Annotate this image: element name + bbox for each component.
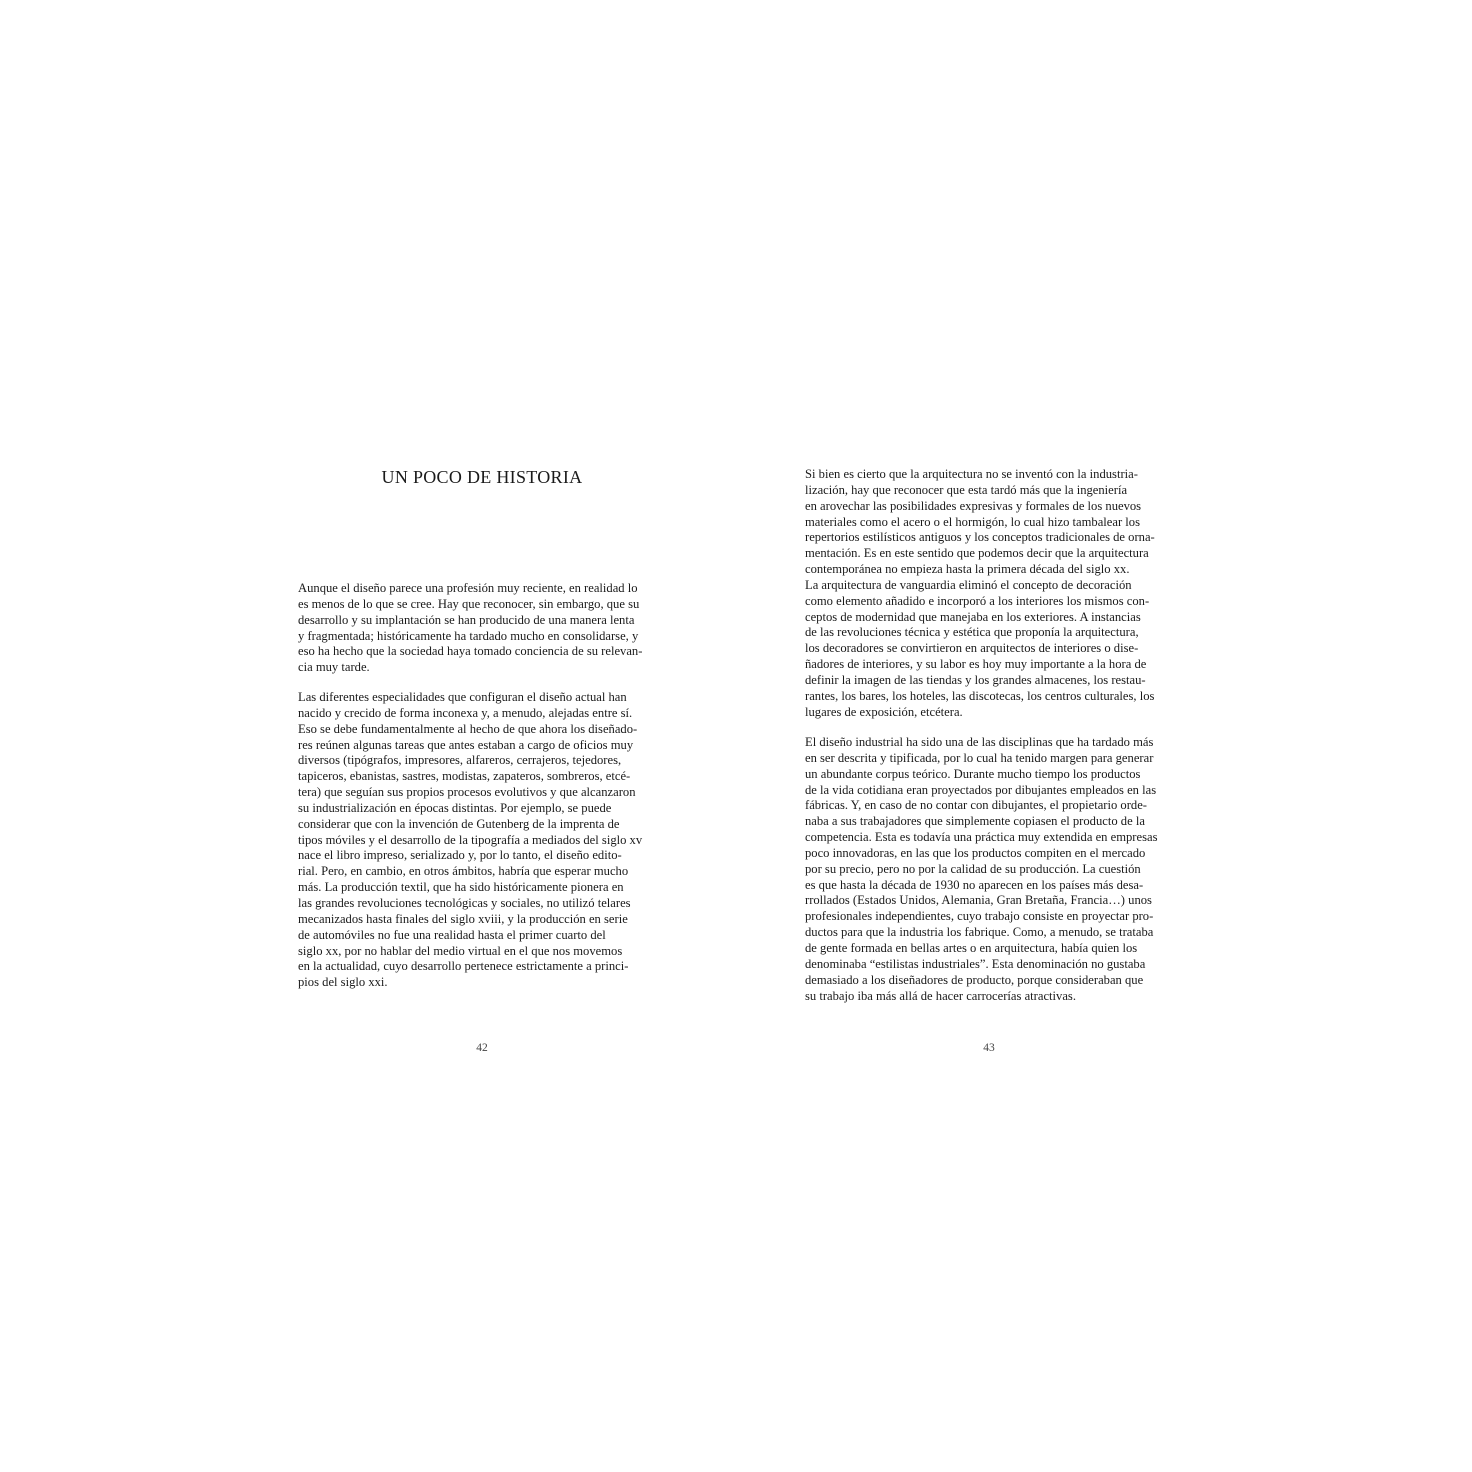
text-line: lización, hay que reconocer que esta tardó más que la ingeniería [805,482,1128,497]
text-line: definir la imagen de las tiendas y los grandes almacenes, los restau- [805,672,1146,687]
text-line: fábricas. Y, en caso de no contar con dibujantes, el propietario orde- [805,798,1148,813]
text-line: siglo xx, por no hablar del medio virtual en el que nos movemos [298,943,623,958]
text-line: su industrialización en épocas distintas. Por ejemplo, se puede [298,800,612,815]
page-number-right: 43 [983,1042,995,1054]
text-line: ductos para que la industria los fabrique. Como, a menudo, se trataba [805,925,1154,940]
right-paragraph-1 [805,467,1171,721]
text-line: por su precio, pero no por la calidad de su producción. La cuestión [805,861,1141,876]
text-line: profesionales independientes, cuyo trabajo consiste en proyectar pro- [805,909,1154,924]
text-line: repertorios estilísticos antiguos y los conceptos tradicionales de orna- [805,530,1155,545]
text-line: y fragmentada; históricamente ha tardado mucho en consolidarse, y [298,628,639,643]
text-line: El diseño industrial ha sido una de las disciplinas que ha tardado más [805,735,1154,749]
text-line: poco innovadoras, en las que los productos compiten en el mercado [805,845,1146,860]
text-line: materiales como el acero o el hormigón, lo cual hizo tambalear los [805,514,1141,529]
text-line: Las diferentes especialidades que configuran el diseño actual han [298,690,627,704]
text-line: La arquitectura de vanguardia eliminó el concepto de decoración [805,577,1132,592]
text-line: un abundante corpus teórico. Durante mucho tiempo los productos [805,766,1141,781]
text-line: naba a sus trabajadores que simplemente copiasen el producto de la [805,814,1145,829]
text-line: ñadores de interiores, y su labor es hoy muy importante a la hora de [805,657,1147,672]
text-line: considerar que con la invención de Gutenberg de la imprenta de [298,816,620,831]
text-line: eso ha hecho que la sociedad haya tomado conciencia de su relevan- [298,644,643,659]
text-line: cia muy tarde. [298,660,370,675]
text-line: competencia. Esta es todavía una práctica muy extendida en empresas [805,830,1158,845]
text-line: nace el libro impreso, serializado y, por lo tanto, el diseño edito- [298,848,622,863]
text-line: las grandes revoluciones tecnológicas y sociales, no utilizó telares [298,895,631,910]
text-line: de gente formada en bellas artes o en arquitectura, había quien los [805,940,1138,955]
text-line: tapiceros, ebanistas, sastres, modistas, zapateros, sombreros, etcé- [298,769,631,784]
text-line: nacido y crecido de forma inconexa y, a menudo, alejadas entre sí. [298,705,633,720]
text-line: demasiado a los diseñadores de producto, porque consideraban que [805,972,1144,987]
text-line: Aunque el diseño parece una profesión muy reciente, en realidad lo [298,581,638,595]
text-line: denominaba “estilistas industriales”. Esta denominación no gustaba [805,956,1146,971]
text-line: desarrollo y su implantación se han producido de una manera lenta [298,612,635,627]
text-line: es que hasta la década de 1930 no aparecen en los países más desa- [805,877,1144,892]
text-line: de la vida cotidiana eran proyectados por dibujantes empleados en las [805,782,1157,797]
text-line: rrollados (Estados Unidos, Alemania, Gran Bretaña, Francia…) unos [805,893,1152,908]
text-line: mecanizados hasta finales del siglo xviii, y la producción en serie [298,911,628,926]
chapter-title: UN POCO DE HISTORIA [381,467,583,487]
text-line: mentación. Es en este sentido que podemos decir que la arquitectura [805,546,1149,561]
text-line: como elemento añadido e incorporó a los interiores los mismos con- [805,593,1150,608]
text-line: tipos móviles y el desarrollo de la tipografía a mediados del siglo xv [298,832,643,847]
text-line: de automóviles no fue una realidad hasta el primer cuarto del [298,927,606,942]
text-line: en la actualidad, cuyo desarrollo pertenece estrictamente a princi- [298,959,629,974]
text-line: su trabajo iba más allá de hacer carrocerías atractivas. [805,988,1076,1003]
text-line: ceptos de modernidad que manejaba en los exteriores. A instancias [805,609,1141,624]
right-paragraph-2 [805,735,1171,1004]
text-line: lugares de exposición, etcétera. [805,704,963,719]
text-line: rantes, los bares, los hoteles, las discotecas, los centros culturales, los [805,688,1155,703]
text-line: los decoradores se convirtieron en arquitectos de interiores o dise- [805,641,1139,656]
text-line: en arovechar las posibilidades expresivas y formales de los nuevos [805,498,1142,513]
left-paragraph-2 [298,690,664,991]
right-page [736,0,1472,1472]
text-line: contemporánea no empieza hasta la primera década del siglo xx. [805,562,1130,577]
text-line: Si bien es cierto que la arquitectura no se inventó con la industria- [805,467,1138,481]
text-line: tera) que seguían sus propios procesos evolutivos y que alcanzaron [298,785,636,800]
text-line: rial. Pero, en cambio, en otros ámbitos, habría que esperar mucho [298,864,629,879]
text-line: en ser descrita y tipificada, por lo cual ha tenido margen para generar [805,750,1154,765]
text-line: pios del siglo xxi. [298,975,388,990]
page-number-left: 42 [476,1042,488,1054]
text-line: de las revoluciones técnica y estética que proponía la arquitectura, [805,625,1139,640]
text-line: es menos de lo que se cree. Hay que reconocer, sin embargo, que su [298,596,640,611]
left-paragraph-1 [298,581,664,676]
text-line: más. La producción textil, que ha sido históricamente pionera en [298,880,624,895]
text-line: diversos (tipógrafos, impresores, alfareros, cerrajeros, tejedores, [298,753,622,768]
text-line: Eso se debe fundamentalmente al hecho de que ahora los diseñado- [298,721,638,736]
text-line: res reúnen algunas tareas que antes estaban a cargo de oficios muy [298,737,634,752]
